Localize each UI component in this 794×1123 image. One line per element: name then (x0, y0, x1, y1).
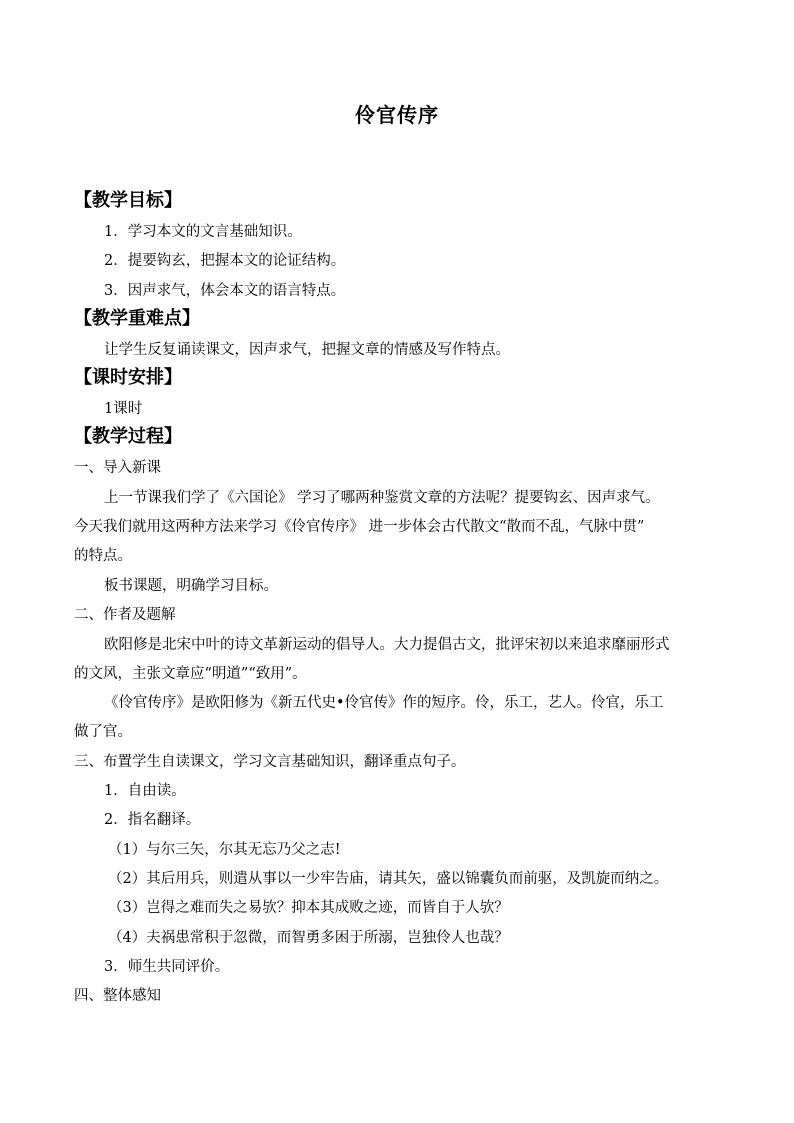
part2-heading: 二、作者及题解 (74, 607, 176, 623)
part2-para2-line1: 《伶官传序》是欧阳修为《新五代史•伶官传》作的短序。伶，乐工，艺人。伶官，乐工 (104, 695, 664, 711)
heading-key-points: 【教学重难点】 (74, 308, 200, 329)
key-points-text: 让学生反复诵读课文，因声求气，把握文章的情感及写作特点。 (104, 342, 510, 358)
goal-item-1: 1．学习本文的文言基础知识。 (104, 224, 302, 240)
part1-para1-line3: 的特点。 (74, 548, 132, 564)
part3-step1: 1．自由读。 (104, 783, 186, 799)
part4-heading: 四、整体感知 (74, 988, 161, 1004)
heading-schedule: 【课时安排】 (74, 367, 182, 388)
sentence-2: （2）其后用兵，则遣从事以一少牢告庙，请其矢，盛以锦囊负而前驱，及凯旋而纳之。 (108, 871, 669, 887)
page-title: 伶官传序 (355, 103, 439, 127)
goal-item-2: 2．提要钩玄，把握本文的论证结构。 (104, 253, 346, 269)
part1-para2: 板书课题，明确学习目标。 (104, 578, 278, 594)
schedule-text: 1课时 (104, 401, 143, 417)
sentence-3: （3）岂得之难而失之易欤？抑本其成败之迹，而皆自于人欤？ (108, 900, 509, 916)
part3-step2: 2．指名翻译。 (104, 812, 201, 828)
part3-heading: 三、布置学生自读课文，学习文言基础知识，翻译重点句子。 (74, 754, 466, 770)
part1-para1-line1: 上一节课我们学了《六国论》 学习了哪两种鉴赏文章的方法呢？提要钩玄、因声求气。 (104, 490, 660, 506)
part2-para1-line2: 的文风，主张文章应“明道”“致用”。 (74, 666, 307, 682)
sentence-4: （4）夫祸患常积于忽微，而智勇多困于所溺，岂独伶人也哉？ (108, 930, 509, 946)
part1-para1-line2: 今天我们就用这两种方法来学习《伶官传序》 进一步体会古代散文“散而不乱，气脉中贯” (74, 519, 645, 535)
heading-teaching-process: 【教学过程】 (74, 426, 182, 447)
goal-item-3: 3．因声求气，体会本文的语言特点。 (104, 283, 346, 299)
heading-teaching-goals: 【教学目标】 (74, 190, 182, 211)
part2-para1-line1: 欧阳修是北宋中叶的诗文革新运动的倡导人。大力提倡古文，批评宋初以来追求靡丽形式 (104, 637, 670, 653)
part1-heading: 一、导入新课 (74, 460, 161, 476)
sentence-1: （1）与尔三矢，尔其无忘乃父之志! (108, 842, 341, 858)
part3-step3: 3．师生共同评价。 (104, 959, 230, 975)
part2-para2-line2: 做了官。 (74, 724, 132, 740)
